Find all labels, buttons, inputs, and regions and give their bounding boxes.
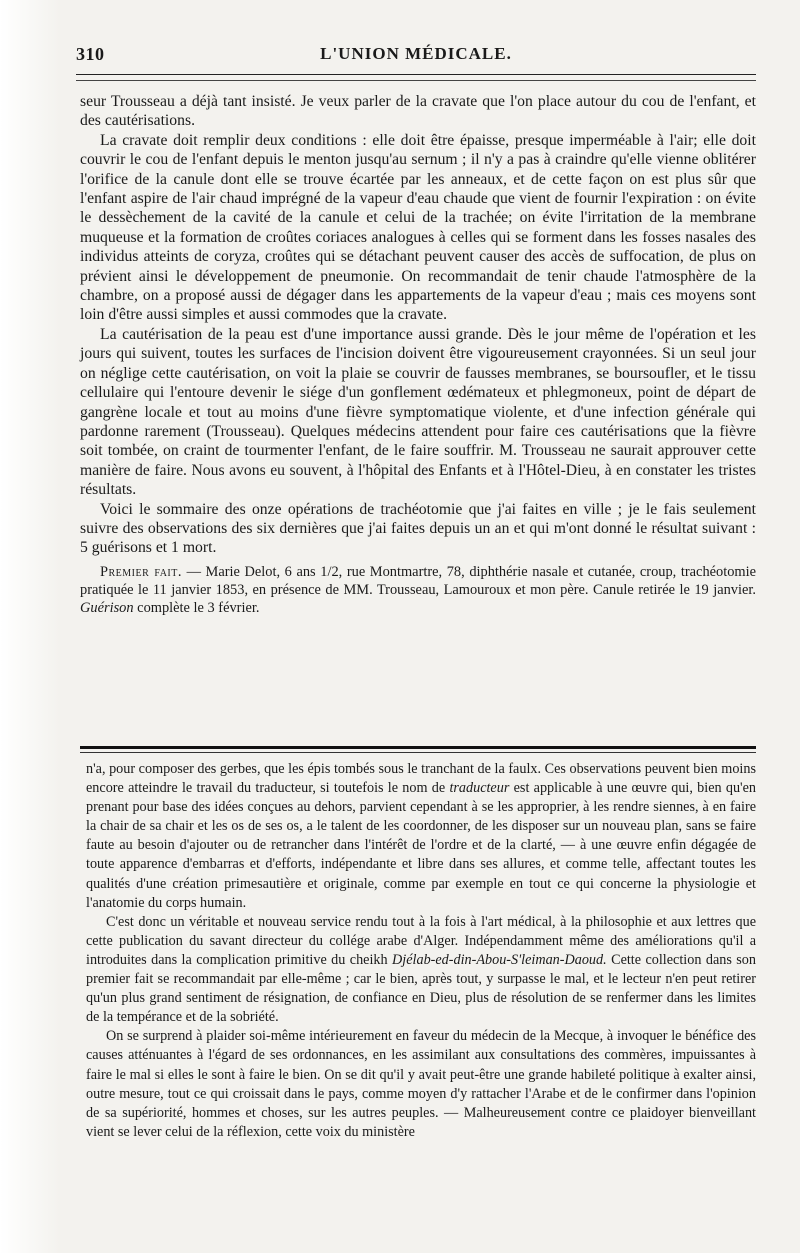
paragraph-cravate: La cravate doit remplir deux conditions : elle doit être épaisse, presque imperméable à l'air; elle doit couvrir le cou de l'enfant depuis le menton jusqu'au sernum ; il n'y a pas à craindre qu'elle vienne oblitérer l'orifice de la canule dont elle se trouve écartée par les anneaux, et de cette façon on est plus sûr que l'enfant aspire de l'air chaud imprégné de la vapeur d'eau chaude que vient de fournir l'expiration : on évite le dessèchement de la cavité de la canule et celui de la trachée; on évite l'irritation de la membrane muqueuse et la formation de croûtes coriaces analogues à celles qui se forment dans les fosses nasales des individus atteints de coryza, croûtes qui se détachant peuvent causer des accès de suffocation, de plus on prévient ainsi le développement de pneumonie. On recommandait de tenir chaude l'atmosphère de la chambre, on a proposé aussi de dégager dans les appartements de la vapeur d'eau ; mais ces moyens sont loin d'être aussi simples et aussi commodes que la cravate. <box>80 131 756 324</box>
page-number: 310 <box>76 44 105 64</box>
feuilleton-p1-start: n'a, pour composer des gerbes, que les épis tombés sous le tranchant de la faulx. Ces observations peuvent bien moins encore atteindre le travail du traducteur, si toutefois le nom de <box>86 761 756 797</box>
paragraph-cauterisation: La cautérisation de la peau est d'une importance aussi grande. Dès le jour même de l'opération et les jours qui suivent, toutes les surfaces de l'incision doivent être vigoureusement crayonnées. Si un seul jour on néglige cette cautérisation, on voit la plaie se couvrir de fausses membranes, se boursoufler, et le tissu cellulaire qui l'entoure devenir le siége d'un gonflement œdémateux et phlegmoneux, point de départ de gangrène locale et tout au moins d'une fièvre symptomatique violente, et d'une infection générale qui pardonne rarement (Trousseau). Quelques médecins attendent pour faire ces cautérisations que la fièvre soit tombée, on craint de tourmenter l'enfant, de le faire souffrir. M. Trousseau ne saurait approuver cette manière de faire. Nous avons eu souvent, à l'hôpital des Enfants et à l'Hôtel-Dieu, à en constater les tristes résultats. <box>80 325 756 499</box>
feuilleton-p1-italic: traducteur <box>449 780 510 797</box>
paragraph-cravate-intro: seur Trousseau a déjà tant insisté. Je veux parler de la cravate que l'on place autour du cou de l'enfant, et des cautérisations. <box>80 93 756 130</box>
feuilleton-p2-italic: Djélab-ed-din-Abou-S'leiman-Daoud. <box>392 951 607 968</box>
case-text: — Marie Delot, 6 ans 1/2, rue Montmartre, 78, diphthérie nasale et cutanée, croup, trachéotomie pratiquée le 11 janvier 1853, en présence de MM. Trousseau, Lamouroux et mon père. Canule retirée le 19 janvier. <box>80 563 756 598</box>
feuilleton-p2-end: Cette collection dans son premier fait se recommandait par elle-même ; car le bien, après tout, y surpasse le mal, et le lecteur n'en peut retirer qu'un plus grand sentiment de résignation, de confiance en Dieu, plus de résolution de se renfermer dans les limites de la tempérance et de la sobriété. <box>86 951 756 1026</box>
running-head <box>76 44 756 72</box>
feuilleton-p1-end: est applicable à une œuvre qui, bien qu'en prenant pour base des idées conçues au dehors, parvient cependant à se les approprier, à les rendre siennes, à en faire la chair de sa chair et les os de ses os, a le talent de les coordonner, de les disposer sur un nouveau plan, sans se faire faute au besoin d'ajouter ou de retrancher dans l'intérêt de l'ordre et de la clarté, — à une œuvre enfin dégagée de toute apparence d'embarras et d'efforts, indépendante et libre dans ses allures, et comme telle, affectant toutes les qualités d'une création primesautière et originale, comme par exemple en tout ce qui concerne la physiologie et l'anatomie du corps humain. <box>86 780 756 911</box>
case-end: complète le 3 février. <box>133 599 260 616</box>
feuilleton-body <box>86 760 756 1142</box>
feuilleton-paragraph-2 <box>86 913 756 1028</box>
feuilleton-separator-thick <box>80 746 756 749</box>
case-outcome: Guérison <box>80 599 134 616</box>
paragraph-sommaire: Voici le sommaire des onze opérations de trachéotomie que j'ai faites en ville ; je le fais seulement suivre des observations des six dernières que j'ai faites depuis un an et qui m'ont donné le résultat suivant : 5 guérisons et 1 mort. <box>80 500 756 557</box>
feuilleton-p2-start: C'est donc un véritable et nouveau service rendu tout à la fois à l'art médical, à la philosophie et aux lettres que cette publication du savant directeur du collége arabe d'Alger. Indépendamment même des améliorations qu'il a introduites dans la complication primitive du cheikh <box>86 913 756 968</box>
header-rule <box>76 74 756 75</box>
article-body <box>80 92 756 617</box>
feuilleton-separator-thin <box>80 752 756 753</box>
feuilleton-paragraph-3: On se surprend à plaider soi-même intérieurement en faveur du médecin de la Mecque, à invoquer le bénéfice des causes atténuantes à l'égard de ses ordonnances, en les assimilant aux consultations des commères, impuissantes à faire le mal si elles le sont à faire le bien. On se dit qu'il y avait peut-être une grande habileté politique à exalter ainsi, outre mesure, tout ce qui croissait dans le pays, comme moyen d'y rattacher l'Arabe et de le confirmer dans l'opinion de sa supériorité, hommes et choses, sur les autres peuples. — Malheureusement contre ce plaidoyer bienveillant vient se lever celui de la réflexion, cette voix du ministère <box>86 1028 756 1140</box>
feuilleton-paragraph-1 <box>86 760 756 913</box>
case-label: Premier fait. <box>100 563 182 580</box>
header-rule-thin <box>76 80 756 81</box>
case-report <box>80 563 756 617</box>
journal-title: L'UNION MÉDICALE. <box>320 44 512 63</box>
page-edge-shadow <box>0 0 60 1253</box>
